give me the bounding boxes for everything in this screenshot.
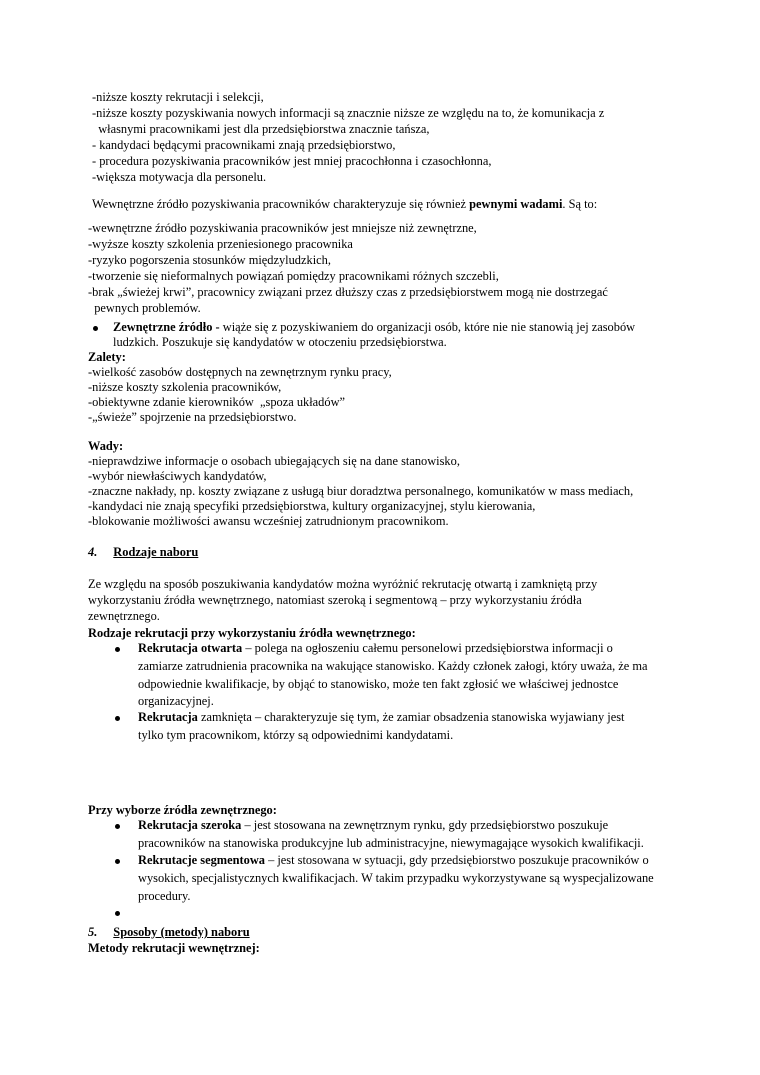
paragraph-text: zewnętrznego. (88, 609, 160, 623)
open-recruitment-item (138, 641, 613, 657)
paragraph-text: zamknięta – charakteryzuje się tym, że zamiar obsadzenia stanowiska wyjawiany jest (197, 710, 625, 724)
paragraph-text: tylko tym pracownikom, którzy są odpowiednimi kandydatami. (138, 728, 454, 742)
bold-text: Rekrutacja (138, 710, 198, 724)
bold-text: Rekrutacje segmentowa (138, 853, 265, 867)
paragraph-text: odpowiednie kwalifikacje, by objąć to stanowisko, może ten fakt zgłosić we właściwej jednostce (138, 677, 619, 691)
subheading: Przy wyborze źródła zewnętrznego: (88, 803, 277, 817)
subheading: Zalety: (88, 350, 126, 364)
list-item: pewnych problemów. (88, 301, 201, 315)
segment-recruitment-item (138, 853, 649, 869)
list-item: -ryzyko pogorszenia stosunków międzyludzkich, (88, 253, 331, 267)
list-item: -blokowanie możliwości awansu wcześniej zatrudnionym pracownikom. (88, 514, 449, 528)
paragraph-text: Wewnętrzne źródło pozyskiwania pracowników charakteryzuje się również (92, 197, 470, 211)
section-number: 4. (88, 545, 98, 559)
subheading: Wady: (88, 439, 124, 453)
paragraph-text: organizacyjnej. (138, 694, 214, 708)
list-item: - procedura pozyskiwania pracowników jest mniej pracochłonna i czasochłonna, (92, 154, 492, 168)
paragraph-text: – jest stosowana na zewnętrznym rynku, gdy przedsiębiorstwo poszukuje (241, 818, 609, 832)
paragraph-text: pracowników na stanowiska produkcyjne lub administracyjne, niewymagające wysokich kwalifikacji. (138, 836, 644, 850)
list-item: -znaczne nakłady, np. koszty związane z usługą biur doradztwa personalnego, komunikatów w mass mediach, (88, 484, 634, 498)
section-title: Sposoby (metody) naboru (113, 925, 250, 939)
paragraph-text: wiąże się z pozyskiwaniem do organizacji osób, które nie nie stanowią jej zasobów (219, 320, 636, 334)
paragraph-text: ludzkich. Poszukuje się kandydatów w otoczeniu przedsiębiorstwa. (113, 335, 447, 349)
section-title: Rodzaje naboru (113, 545, 199, 559)
subheading: Rodzaje rekrutacji przy wykorzystaniu źródła wewnętrznego: (88, 626, 416, 640)
paragraph-text: Ze względu na sposób poszukiwania kandydatów można wyróżnić rekrutację otwartą i zamkniętą przy (88, 577, 598, 591)
section-heading (88, 925, 250, 941)
paragraph (92, 197, 597, 213)
list-item: -brak „świeżej krwi”, pracownicy związani przez dłuższy czas z przedsiębiorstwem mogą nie dostrzegać (88, 285, 608, 299)
bold-text: Rekrutacja otwarta (138, 641, 243, 655)
closed-recruitment-item (138, 710, 625, 726)
list-item: -nieprawdziwe informacje o osobach ubiegających się na dane stanowisko, (88, 454, 460, 468)
subheading: Metody rekrutacji wewnętrznej: (88, 941, 260, 955)
broad-recruitment-item (138, 818, 608, 834)
section-heading (88, 545, 198, 561)
list-item: -niższe koszty rekrutacji i selekcji, (92, 90, 264, 104)
external-source-paragraph (113, 320, 635, 336)
paragraph-text: zamiarze zatrudnienia pracownika na wakujące stanowisko. Każdy członek załogi, który uważa, że ma (138, 659, 648, 673)
bold-text: Rekrutacja szeroka (138, 818, 242, 832)
list-item: -niższe koszty pozyskiwania nowych informacji są znacznie niższe ze względu na to, że komunikacja z (92, 106, 605, 120)
bullet-icon (115, 647, 120, 652)
bullet-icon (115, 859, 120, 864)
list-item: -wyższe koszty szkolenia przeniesionego pracownika (88, 237, 353, 251)
bullet-icon (115, 824, 120, 829)
bold-text: Zewnętrzne źródło - (113, 320, 220, 334)
bullet-icon (93, 326, 98, 331)
list-item: -obiektywne zdanie kierowników „spoza układów” (88, 395, 346, 409)
list-item: - kandydaci będącymi pracownikami znają przedsiębiorstwo, (92, 138, 396, 152)
bold-text: pewnymi wadami (469, 197, 563, 211)
paragraph-text: . Są to: (562, 197, 598, 211)
list-item: -większa motywacja dla personelu. (92, 170, 267, 184)
section-number: 5. (88, 925, 98, 939)
bullet-icon (115, 911, 120, 916)
bullet-icon (115, 716, 120, 721)
paragraph-text: wysokich, specjalistycznych kwalifikacjach. W takim przypadku wykorzystywane są wyspecjalizowane (138, 871, 654, 885)
paragraph-text: – polega na ogłoszeniu całemu personelowi przedsiębiorstwa informacji o (242, 641, 613, 655)
list-item: własnymi pracownikami jest dla przedsiębiorstwa znacznie tańsza, (92, 122, 430, 136)
list-item: -wybór niewłaściwych kandydatów, (88, 469, 267, 483)
list-item: -„świeże” spojrzenie na przedsiębiorstwo. (88, 410, 297, 424)
list-item: -wielkość zasobów dostępnych na zewnętrznym rynku pracy, (88, 365, 392, 379)
list-item: -wewnętrzne źródło pozyskiwania pracowników jest mniejsze niż zewnętrzne, (88, 221, 477, 235)
list-item: -niższe koszty szkolenia pracowników, (88, 380, 282, 394)
paragraph-text: procedury. (138, 889, 191, 903)
list-item: -kandydaci nie znają specyfiki przedsiębiorstwa, kultury organizacyjnej, stylu kierowania, (88, 499, 536, 513)
list-item: -tworzenie się nieformalnych powiązań pomiędzy pracownikami różnych szczebli, (88, 269, 499, 283)
paragraph-text: wykorzystaniu źródła wewnętrznego, natomiast szeroką i segmentową – przy wykorzystaniu źródła (88, 593, 582, 607)
paragraph-text: – jest stosowana w sytuacji, gdy przedsiębiorstwo poszukuje pracowników o (264, 853, 649, 867)
